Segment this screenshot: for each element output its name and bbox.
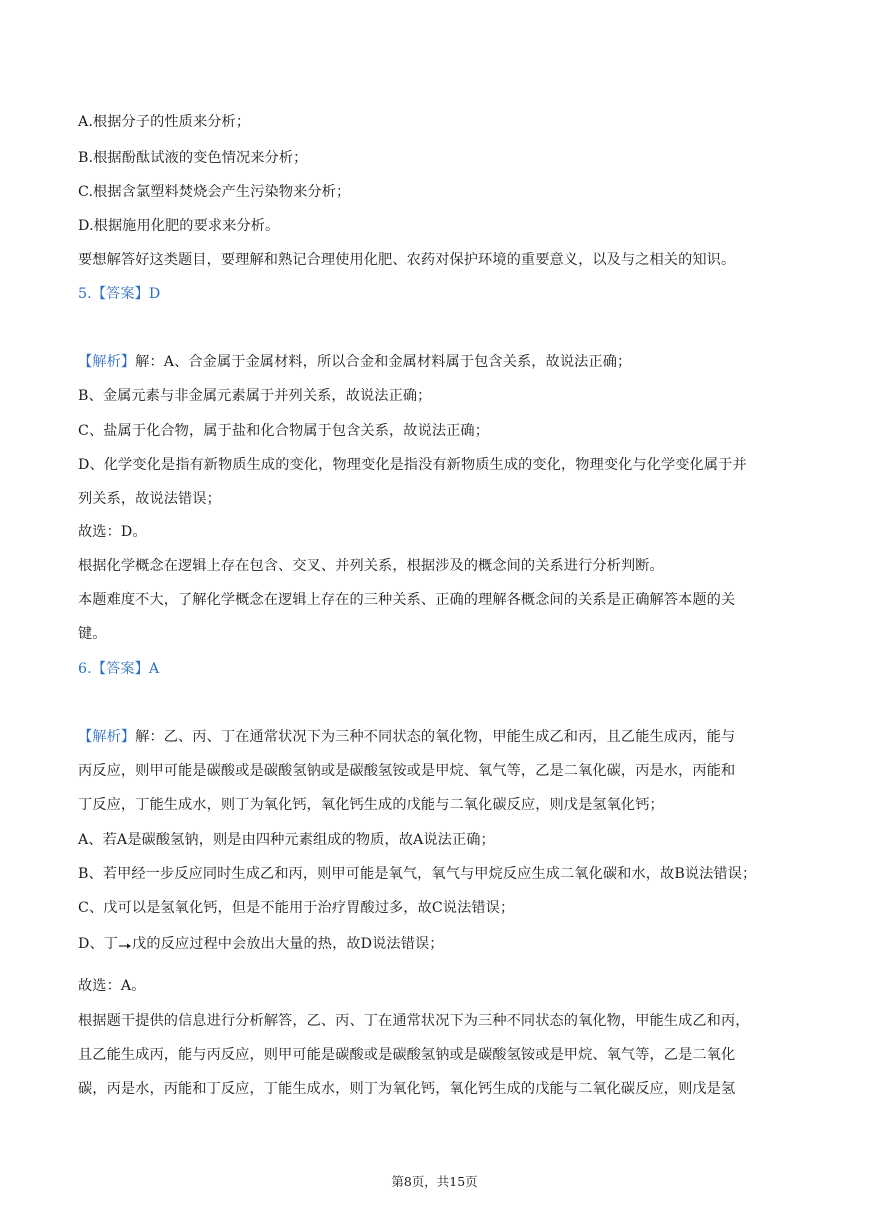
q6-number: 6. <box>78 661 92 677</box>
q6-choice: 故选：A。 <box>78 978 146 994</box>
q6-analysis-first-line <box>78 727 735 747</box>
q4-option-a-analysis: A.根据分子的性质来分析； <box>78 114 251 130</box>
q6-line-c: C、戊可以是氢氧化钙，但是不能用于治疗胃酸过多，故C说法错误； <box>78 900 515 916</box>
q6-method-line3: 碳，丙是水，丙能和丁反应，丁能生成水，则丁为氧化钙，氧化钙生成的戊能与二氧化碳反应，则戊是氢 <box>78 1081 736 1097</box>
q6-answer-line <box>78 659 159 679</box>
q5-line-d1: D、化学变化是指有新物质生成的变化，物理变化是指没有新物质生成的变化，物理变化与化学变化属于并 <box>78 457 747 473</box>
q5-answer: D <box>148 286 161 302</box>
q5-answer-tag: 【答案】 <box>91 286 149 302</box>
q6-analysis-text: 解：乙、丙、丁在通常状况下为三种不同状态的氧化物，甲能生成乙和丙，且乙能生成丙，能与 <box>135 729 736 745</box>
q6-method-line2: 且乙能生成丙，能与丙反应，则甲可能是碳酸或是碳酸氢钠或是碳酸氢铵或是甲烷、氧气等，乙是二氧化 <box>78 1047 736 1063</box>
reaction-arrow-icon <box>118 937 132 951</box>
q6-line-d <box>78 934 444 954</box>
q6-analysis-line2: 丙反应，则甲可能是碳酸或是碳酸氢钠或是碳酸氢铵或是甲烷、氧气等，乙是二氧化碳，丙是水，丙能和 <box>78 763 736 779</box>
q6-line-d-suffix: 戊的反应过程中会放出大量的热，故D说法错误； <box>132 936 444 952</box>
q4-option-d-analysis: D.根据施用化肥的要求来分析。 <box>78 218 280 234</box>
q5-comment-line2: 键。 <box>78 626 107 642</box>
q4-summary: 要想解答好这类题目，要理解和熟记合理使用化肥、农药对保护环境的重要意义，以及与之相关的知识。 <box>78 252 736 268</box>
q5-choice: 故选：D。 <box>78 524 147 540</box>
q6-analysis-line3: 丁反应，丁能生成水，则丁为氧化钙，氧化钙生成的戊能与二氧化碳反应，则戊是氢氧化钙； <box>78 797 664 813</box>
q5-analysis-first-line <box>78 352 631 372</box>
q6-analysis-tag: 【解析】 <box>78 729 136 745</box>
q5-analysis-tag: 【解析】 <box>78 354 136 370</box>
q5-method: 根据化学概念在逻辑上存在包含、交叉、并列关系，根据涉及的概念间的关系进行分析判断。 <box>78 558 664 574</box>
page-footer: 第8页，共15页 <box>391 1174 478 1189</box>
q6-line-b: B、若甲经一步反应同时生成乙和丙，则甲可能是氧气，氧气与甲烷反应生成二氧化碳和水，故B说法错误； <box>78 866 757 882</box>
q5-line-b: B、金属元素与非金属元素属于并列关系，故说法正确； <box>78 388 432 404</box>
q4-option-c-analysis: C.根据含氯塑料焚烧会产生污染物来分析； <box>78 184 351 200</box>
q5-analysis-text: 解：A、合金属于金属材料，所以合金和金属材料属于包含关系，故说法正确； <box>135 354 632 370</box>
q5-comment-line1: 本题难度不大，了解化学概念在逻辑上存在的三种关系、正确的理解各概念间的关系是正确解答本题的关 <box>78 592 736 608</box>
q5-answer-line <box>78 284 160 304</box>
q5-line-d2: 列关系，故说法错误； <box>78 491 221 507</box>
q4-option-b-analysis: B.根据酚酞试液的变色情况来分析； <box>78 150 308 166</box>
q6-line-a: A、若A是碳酸氢钠，则是由四种元素组成的物质，故A说法正确； <box>78 832 495 848</box>
q6-answer: A <box>148 661 160 677</box>
q5-line-c: C、盐属于化合物，属于盐和化合物属于包含关系，故说法正确； <box>78 423 490 439</box>
q6-answer-tag: 【答案】 <box>91 661 149 677</box>
q5-number: 5. <box>78 286 92 302</box>
q6-line-d-prefix: D、丁 <box>78 936 119 952</box>
q6-method-line1: 根据题干提供的信息进行分析解答，乙、丙、丁在通常状况下为三种不同状态的氧化物，甲能生成乙和丙， <box>78 1013 750 1029</box>
